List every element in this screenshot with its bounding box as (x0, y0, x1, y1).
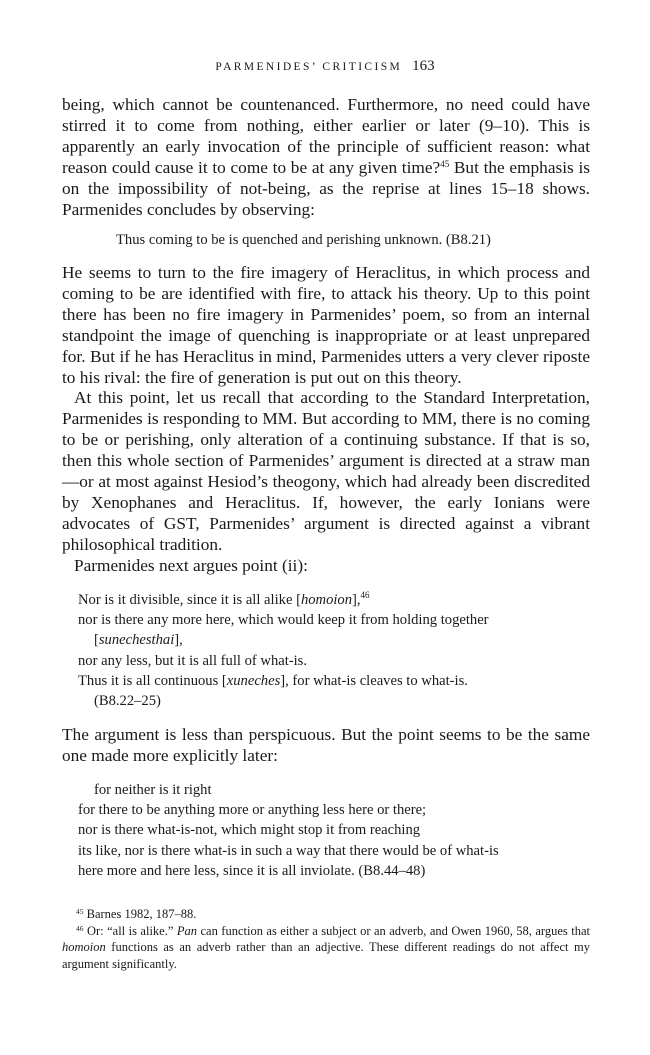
quote-line: for neither is it right (94, 782, 212, 798)
quote-line: nor is there what-is-not, which might stop it from reaching (78, 822, 421, 839)
quote-line: nor any less, but it is all full of what-is. (78, 652, 308, 669)
paragraph: At this point, let us recall that according to the Standard Interpretation, Parmenides is responding to MM. But according to MM, there is no coming to be or perishing, only alteration of a continuing substance. If that is so, then this whole section of Parmenides’ argument is directed at a straw man—or at most against Hesiod’s theogony, which had already been discredited by Xenophanes and Heraclitus. If, however, the early Ionians were advocates of GST, Parmenides’ argument is directed against a vibrant philosophical tradition. (62, 388, 590, 554)
block-quote-2 (78, 590, 489, 711)
footnote-ref: 46 (360, 590, 370, 600)
running-header (0, 58, 650, 75)
paragraph: He seems to turn to the fire imagery of Heraclitus, in which process and coming to be are identified with fire, to attack his theory. Up to this point there has been no fire imagery in Parmenides’ poem, so from an internal standpoint the image of quenching is inappropriate or at least unprepared for. But if he has Heraclitus in mind, Parmenides utters a very clever riposte to his rival: the fire of generation is put out on this theory. (62, 263, 590, 387)
paragraph-text: being, which cannot be countenanced. Furthermore, no need could have stirred it to come from nothing, either earlier or later (9–10). This is apparently an early invocation of the principle of sufficient reason: what reason could cause it to come to be at any given time? (62, 95, 590, 177)
footnotes (62, 906, 590, 972)
paragraph: Parmenides next argues point (ii): (74, 555, 308, 575)
footnote-45: $^{45}$ Barnes 1982, 187–88. (76, 907, 197, 921)
body-block-1 (62, 95, 590, 220)
quote-line: Thus it is all continuous [xuneches], for what-is cleaves to what-is. (78, 672, 468, 689)
quote-line: (B8.22–25) (94, 693, 161, 710)
footnote-46: $^{46}$ Or: “all is alike.” Pan can function as either a subject or an adverb, and Owen 1960, 58, argues that homoion functions as an adverb rather than an adjective. These different readings do not affect my argument significantly. (62, 923, 590, 971)
running-title: PARMENIDES’ CRITICISM (215, 61, 403, 73)
quote-line: its like, nor is there what-is in such a way that there would be of what-is (78, 842, 499, 859)
quote-line: nor is there any more here, which would keep it from holding together (78, 612, 489, 629)
quote-line: here more and here less, since it is all inviolate. (B8.44–48) (78, 862, 426, 879)
body-block-3 (62, 725, 590, 767)
block-quote-1 (116, 230, 491, 250)
footnote-ref: 45 (440, 158, 450, 169)
quote-line: for there to be anything more or anything less here or there; (78, 802, 427, 819)
quote-line: Nor is it divisible, since it is all alike [homoion],$^{46}$ (78, 590, 370, 608)
body-block-2 (62, 263, 590, 577)
quote-line: [sunechesthai], (94, 632, 183, 649)
paragraph (62, 95, 590, 220)
block-quote-3 (78, 780, 499, 881)
paragraph: The argument is less than perspicuous. But the point seems to be the same one made more explicitly later: (62, 725, 590, 765)
paragraph-text: But the emphasis is on the impossibility of not-being, as the reprise at lines 15–18 shows. Parmenides concludes by observing: (62, 157, 590, 219)
page-number: 163 (412, 58, 435, 74)
quote-line: Thus coming to be is quenched and perishing unknown. (B8.21) (116, 232, 491, 248)
